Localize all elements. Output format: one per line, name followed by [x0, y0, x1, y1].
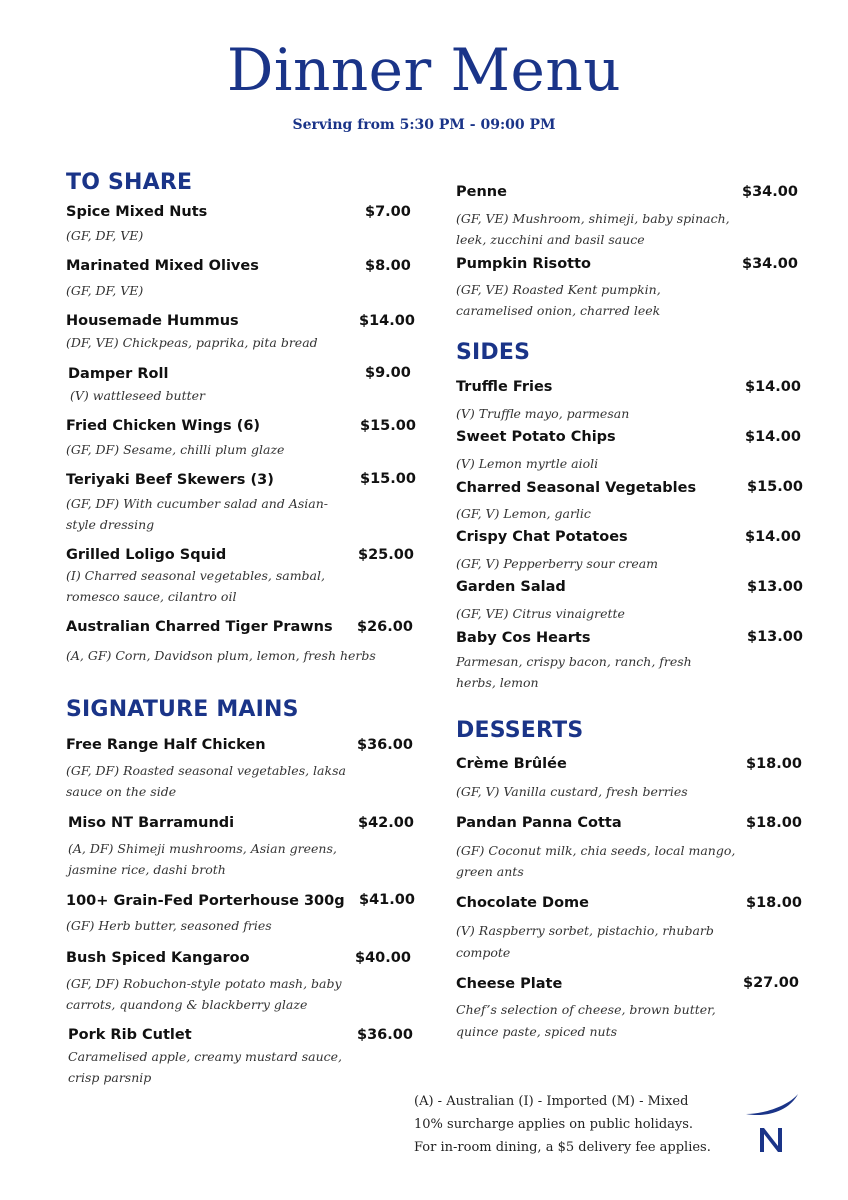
item-description-cont: herbs, lemon: [456, 675, 539, 690]
item-price: $9.00: [365, 365, 411, 381]
surcharge-note: 10% surcharge applies on public holidays.: [414, 1117, 694, 1132]
item-price: $15.00: [360, 471, 416, 487]
item-description: (GF, DF) Sesame, chilli plum glaze: [66, 442, 285, 457]
item-name: Chocolate Dome: [456, 895, 589, 911]
item-name: Truffle Fries: [456, 379, 553, 395]
item-name: Cheese Plate: [456, 976, 563, 992]
item-price: $36.00: [357, 1027, 413, 1043]
item-description: (GF, DF) Robuchon-style potato mash, baby: [66, 976, 342, 991]
item-description: (GF, V) Vanilla custard, fresh berries: [456, 784, 688, 799]
item-description: (I) Charred seasonal vegetables, sambal,: [66, 568, 325, 583]
item-description-cont: romesco sauce, cilantro oil: [66, 589, 237, 604]
item-price: $34.00: [742, 184, 798, 200]
item-name: Teriyaki Beef Skewers (3): [66, 472, 274, 488]
item-description: Caramelised apple, creamy mustard sauce,: [68, 1049, 343, 1064]
item-name: Crispy Chat Potatoes: [456, 529, 628, 545]
item-description-cont: caramelised onion, charred leek: [456, 303, 661, 318]
footnote: [414, 1090, 711, 1159]
item-name: Australian Charred Tiger Prawns: [66, 619, 333, 635]
item-description: (GF, VE) Roasted Kent pumpkin,: [456, 282, 661, 297]
item-price: $15.00: [747, 479, 803, 495]
item-description: (GF, V) Lemon, garlic: [456, 506, 591, 521]
item-description-cont: crisp parsnip: [68, 1070, 152, 1085]
item-price: $14.00: [359, 313, 415, 329]
delivery-note: For in-room dining, a $5 delivery fee applies.: [414, 1140, 711, 1155]
item-price: $13.00: [747, 579, 803, 595]
item-name: 100+ Grain-Fed Porterhouse 300g: [66, 893, 345, 909]
item-description-cont: compote: [456, 945, 511, 960]
item-description: (V) Truffle mayo, parmesan: [456, 406, 630, 421]
item-price: $14.00: [745, 429, 801, 445]
item-description: Parmesan, crispy bacon, ranch, fresh: [456, 654, 692, 669]
item-name: Pork Rib Cutlet: [68, 1027, 192, 1043]
item-price: $18.00: [746, 895, 802, 911]
item-description: (GF, DF, VE): [66, 283, 144, 298]
serving-hours: Serving from 5:30 PM - 09:00 PM: [292, 117, 556, 133]
item-price: $13.00: [747, 629, 803, 645]
origin-legend: (A) - Australian (I) - Imported (M) - Mixed: [414, 1094, 689, 1109]
item-price: $18.00: [746, 756, 802, 772]
section-title-to-share: TO SHARE: [66, 170, 193, 195]
item-description: (V) Lemon myrtle aioli: [456, 456, 599, 471]
item-name: Pumpkin Risotto: [456, 256, 591, 272]
item-name: Housemade Hummus: [66, 313, 239, 329]
item-name: Penne: [456, 184, 507, 200]
item-price: $36.00: [357, 737, 413, 753]
item-price: $41.00: [359, 892, 415, 908]
item-name: Marinated Mixed Olives: [66, 258, 259, 274]
item-price: $34.00: [742, 256, 798, 272]
item-price: $40.00: [355, 950, 411, 966]
item-description-cont: sauce on the side: [66, 784, 177, 799]
item-name: Baby Cos Hearts: [456, 630, 591, 646]
item-description: (GF) Herb butter, seasoned fries: [66, 918, 272, 933]
section-title-sides: SIDES: [456, 340, 531, 365]
item-description: (GF, DF, VE): [66, 228, 144, 243]
menu-title: Dinner Menu: [226, 36, 622, 104]
item-description: (A, GF) Corn, Davidson plum, lemon, fresh herbs: [66, 648, 376, 663]
item-name: Grilled Loligo Squid: [66, 547, 227, 563]
item-price: $14.00: [745, 529, 801, 545]
item-price: $14.00: [745, 379, 801, 395]
item-description: (GF, V) Pepperberry sour cream: [456, 556, 659, 571]
item-price: $15.00: [360, 418, 416, 434]
item-name: Sweet Potato Chips: [456, 429, 616, 445]
item-name: Miso NT Barramundi: [68, 815, 235, 831]
item-description-cont: green ants: [456, 864, 524, 879]
item-description-cont: jasmine rice, dashi broth: [68, 862, 226, 877]
item-name: Garden Salad: [456, 579, 566, 595]
item-description: Chef’s selection of cheese, brown butter,: [456, 1002, 716, 1017]
item-price: $42.00: [358, 815, 414, 831]
item-description: (GF, VE) Citrus vinaigrette: [456, 606, 625, 621]
item-description-cont: style dressing: [66, 517, 155, 532]
item-description: (GF, DF) Roasted seasonal vegetables, laksa: [66, 763, 346, 778]
item-description: (GF, DF) With cucumber salad and Asian-: [66, 496, 328, 511]
section-title-desserts: DESSERTS: [456, 718, 584, 743]
item-name: Charred Seasonal Vegetables: [456, 480, 697, 496]
item-name: Crème Brûlée: [456, 756, 567, 772]
item-price: $26.00: [357, 619, 413, 635]
item-name: Pandan Panna Cotta: [456, 815, 622, 831]
item-description: (DF, VE) Chickpeas, paprika, pita bread: [66, 335, 318, 350]
item-name: Free Range Half Chicken: [66, 737, 266, 753]
item-price: $27.00: [743, 975, 799, 991]
item-description: (V) Raspberry sorbet, pistachio, rhubarb: [456, 923, 714, 938]
item-name: Spice Mixed Nuts: [66, 204, 208, 220]
item-description: (V) wattleseed butter: [70, 388, 206, 403]
item-name: Fried Chicken Wings (6): [66, 418, 261, 434]
item-description-cont: carrots, quandong & blackberry glaze: [66, 997, 308, 1012]
item-description-cont: leek, zucchini and basil sauce: [456, 232, 645, 247]
swoosh-n-logo-icon: [744, 1092, 800, 1156]
item-name: Bush Spiced Kangaroo: [66, 950, 250, 966]
item-price: $25.00: [358, 547, 414, 563]
item-description: (GF, VE) Mushroom, shimeji, baby spinach,: [456, 211, 730, 226]
item-price: $8.00: [365, 258, 411, 274]
item-description-cont: quince paste, spiced nuts: [456, 1024, 618, 1039]
item-price: $7.00: [365, 204, 411, 220]
item-name: Damper Roll: [68, 366, 169, 382]
item-description: (GF) Coconut milk, chia seeds, local mango,: [456, 843, 736, 858]
section-title-signature-mains: SIGNATURE MAINS: [66, 697, 299, 722]
item-description: (A, DF) Shimeji mushrooms, Asian greens,: [68, 841, 337, 856]
item-price: $18.00: [746, 815, 802, 831]
